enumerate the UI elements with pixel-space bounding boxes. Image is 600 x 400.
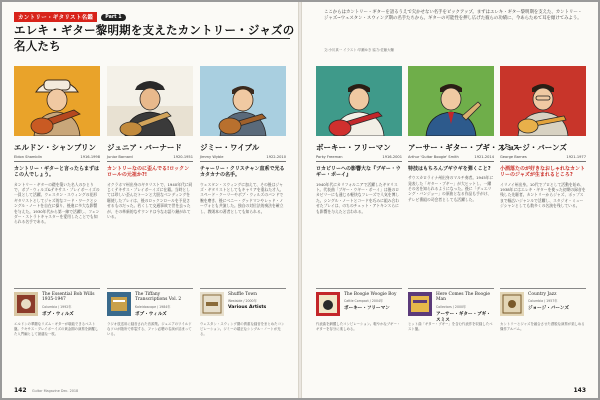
musician-body: サウスカロライナ州出身のマルチ奏者。1945年に発表した「ギター・ブギー」が大ヒットし、一躍その名を知られるようになった。後に「デュエリング・バンジョー」の原曲となる作品も手がけ、テレビ番組の司会者としても活躍した。 <box>408 175 494 202</box>
record-title: Shuffle Town <box>228 292 257 297</box>
record-label: Kaleidoscope / 1984年 <box>135 304 171 309</box>
record-label: Westside / 2000年 <box>228 299 257 304</box>
name-rule <box>200 161 286 162</box>
series-tag <box>14 12 126 22</box>
series-name: カントリー・ギタリスト名鑑 <box>14 12 97 22</box>
musician-years: 1922-2010 <box>266 155 286 159</box>
musician-name-jp: アーサー・ギター・ブギ・スミス <box>408 143 520 152</box>
musician-card <box>316 66 402 287</box>
record-title: The Boogie Woogie Boy <box>344 292 397 297</box>
intro-text: ここからはカントリー・ギターを語るうえで欠かせない名手をピックアップ。まずはエレキ・ギター黎明期を支えた、カントリー・ジャズ~ウェスタン・スウィング期の名手たちから。ギターの可能性を押し広げた彼らの功績に、今あらためて耳を傾けてみよう。 <box>324 10 583 21</box>
record-entry <box>316 288 402 318</box>
album-cover <box>408 292 432 316</box>
musician-years: 1916-2001 <box>382 155 402 159</box>
magazine-issue: Guitar Magazine Dec. 2018 <box>32 389 79 393</box>
record-label: Columbia / 1957年 <box>528 299 558 304</box>
record-entry <box>200 288 286 318</box>
record-label: Columbia / 1992年 <box>42 304 72 309</box>
name-rule <box>107 161 193 162</box>
musician-meta <box>316 155 402 159</box>
name-rule <box>500 161 586 162</box>
page-number: 143 <box>573 387 586 394</box>
album-cover <box>200 292 224 316</box>
musician-body: イリノイ州出身。10代でプロとして活動を始め、1938年にはエレキ・ギターを使った初期の録音を残した先駆者。カントリーからジャズ、ポップスまで幅広いジャンルで活躍し、スタジオ・ミュージシャンとしても数多くの名演を残している。 <box>500 181 586 209</box>
musician-name-jp: ボーキー・フリーマン <box>316 143 391 152</box>
right-page <box>302 2 598 398</box>
record-label: Collectors / 2000年 <box>436 304 467 309</box>
musician-tagline: カントリー・ギターと言ったらまずはこの人でしょう。 <box>14 165 99 179</box>
musician-body: カントリー・ギターの礎を築いた名人のひとりで、ボブ・ウィルズ&テキサス・プレイボーイズの一員として活躍。ウェスタン・スウィングの花形ギタリストとしてジャズ的なコード・ワークとシングル・ノートを自在に操り、後進に多大な影響を与えた。1930年代から第一線で活躍し、フェンダー・ストラトキャスターを愛用したことでも知られる名手である。 <box>14 181 100 225</box>
record-review: 代表曲を網羅したコンピレーション。軽やかなブギー・ギターを存分に楽しめる。 <box>316 322 401 331</box>
musician-tagline: チャーリー・クリスチャン直系で光るカタカナの名手。 <box>200 165 285 179</box>
musician-name-jp: ジミー・ワイブル <box>200 143 260 152</box>
record-review: ラジオ放送用に録音された音源集。ジュニアのワイルドなソロが随所で炸裂する、ファン必聴の名演が詰まっている。 <box>107 322 192 336</box>
album-cover <box>14 292 38 316</box>
musician-name-en: Arthur 'Guitar Boogie' Smith <box>408 155 459 159</box>
album-cover <box>316 292 340 316</box>
musician-years: 1916-1998 <box>80 155 100 159</box>
record-review: エルドンの華麗なリズム・ギターが堪能できるベスト盤。テキサス・プレイボーイズの黄金期の演奏を網羅した入門編として最適な一枚。 <box>14 322 99 336</box>
credit-line: 文:小川真一 イラスト:早瀬ゆき 協力:佐藤大輔 <box>324 48 394 52</box>
record-title: Country Jazz <box>528 292 557 297</box>
record-entry <box>408 288 494 323</box>
record-entry <box>500 288 586 318</box>
musician-card <box>500 66 586 287</box>
musician-name-en: Jimmy Wyble <box>200 155 224 159</box>
album-cover <box>500 292 524 316</box>
record-title: The Essential Bob Wills 1935-1947 <box>42 292 95 303</box>
musician-tagline: カントリーなのに歪んでる!ロックンロールの元祖か?! <box>107 165 190 179</box>
musician-name-en: George Barnes <box>500 155 527 159</box>
musician-body: ウェスタン・スウィングに加えて、その後はジャズ・ギタリストとしてもキャリアを重ねた才人。スペード・クーリーやボブ・ウィルズのバンドで腕を磨き、後にベニー・グッドマンやレッド・ノーヴォとも共演した。独自の対位法的奏法を確立し、教則本の著者としても知られる。 <box>200 181 284 214</box>
record-artist: Various Artists <box>228 305 267 311</box>
record-artist: ボブ・ウィルズ <box>42 311 74 317</box>
portrait-illustration <box>200 66 286 136</box>
musician-name-jp: ジョージ・バーンズ <box>500 143 567 152</box>
musician-meta <box>200 155 286 159</box>
name-rule <box>408 161 494 162</box>
musician-years: 1920-1951 <box>173 155 193 159</box>
musician-meta <box>500 155 586 159</box>
portrait-illustration <box>14 66 100 136</box>
left-page <box>2 2 298 398</box>
musician-card <box>200 66 286 287</box>
record-artist: ボーキー・フリーマン <box>344 306 390 312</box>
musician-meta <box>14 155 100 159</box>
part-pill: Part 1 <box>101 14 125 21</box>
musician-tagline: 特技はもちろんブギウギを弾くこと? <box>408 165 491 172</box>
record-entry <box>14 288 100 318</box>
musician-meta <box>107 155 193 159</box>
musician-meta <box>408 155 494 159</box>
record-title: The Tiffany Transcriptions Vol. 2 <box>135 292 182 303</box>
musician-body: 1940年代にカリフォルニアで活躍したギタリスト。代表曲「ブギー・ウギー・ボーイ」は後のロカビリーにも通じる軽快なフレーズで人気を博した。シングル・ノートとコードを巧みに組み合わせたプレイは、のちのチェット・アトキンスらにも影響を与えたと言われる。 <box>316 181 400 214</box>
record-artist: ボブ・ウィルズ <box>135 311 167 317</box>
page-headline: エレキ・ギター黎明期を支えたカントリー・ジャズの名人たち <box>14 23 295 53</box>
musician-years: 1921-2014 <box>474 155 494 159</box>
musician-name-jp: エルドン・シャンブリン <box>14 143 97 152</box>
portrait-illustration <box>408 66 494 136</box>
musician-name-en: Porky Freeman <box>316 155 343 159</box>
record-label: Cattle Compact / 2004年 <box>344 299 384 304</box>
musician-name-en: Junior Barnard <box>107 155 133 159</box>
headline-rule <box>14 38 290 39</box>
record-review: カントリーとジャズを融合させた洒脱な演奏が楽しめる傑作アルバム。 <box>500 322 585 331</box>
musician-tagline: ロカビリーへの影響大な『ブギー・ウギー・ボーイ』 <box>316 165 401 179</box>
portrait-illustration <box>500 66 586 136</box>
name-rule <box>14 161 100 162</box>
musician-name-jp: ジュニア・バーナード <box>107 143 182 152</box>
portrait-illustration <box>316 66 402 136</box>
musician-years: 1921-1977 <box>566 155 586 159</box>
musician-card <box>14 66 100 287</box>
page-number: 142 <box>14 387 27 394</box>
record-artist: アーサー・ギター・ブギ・スミス <box>436 311 491 323</box>
record-review: ヒット曲「ギター・ブギー」を含む代表作を収録したベスト盤。 <box>408 322 493 331</box>
musician-tagline: 小酒落たのが好きなおしゃれなカントリーのジャズが生まれるところ? <box>500 165 586 179</box>
name-rule <box>316 161 402 162</box>
album-cover <box>107 292 131 316</box>
record-review: ウェスタン・スウィング期の貴重な録音をまとめたコンピレーション。ジミーの端正なシングル・ノートが光る。 <box>200 322 285 336</box>
musician-body: オクラホマ州出身のギタリストで、1940年代に同じくテキサス・プレイボーイズに在籍。当時としては珍しい歪んだトーンと大胆なベンディングを駆使したプレイは、後のロックンロールを予見させるものだった。若くして交通事故で世を去ったが、その革新的なサウンドは今なお語り継がれている。 <box>107 181 193 220</box>
record-artist: ジョージ・バーンズ <box>528 306 569 312</box>
portrait-illustration <box>107 66 193 136</box>
record-title: Here Comes The Boogie Man <box>436 292 491 303</box>
musician-name-en: Eldon Shamblin <box>14 155 42 159</box>
record-entry <box>107 288 193 318</box>
musician-card <box>107 66 193 287</box>
